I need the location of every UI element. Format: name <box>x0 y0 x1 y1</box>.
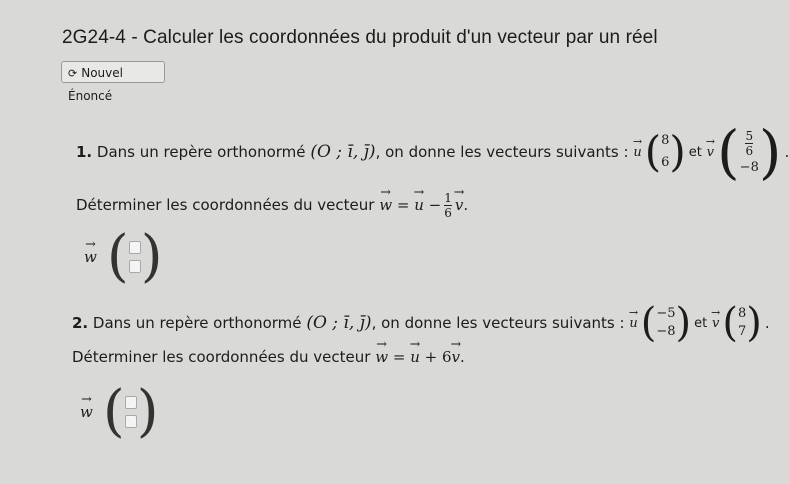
question-2-number: 2. <box>72 314 89 332</box>
q1-u-x: 8 <box>661 133 670 148</box>
new-statement-label: Nouvel Énoncé <box>68 66 123 103</box>
q1-minus: − <box>428 196 442 214</box>
q2-u-x: −5 <box>656 306 676 321</box>
question-1-number: 1. <box>76 143 93 161</box>
page-title: 2G24-4 - Calculer les coordonnées du produit d'un vecteur par un réel <box>62 27 658 48</box>
refresh-icon: ⟳ <box>68 67 78 80</box>
q1-v-ref: → v <box>455 196 463 214</box>
q1-eq: = <box>396 196 410 214</box>
q1-answer-y-input[interactable] <box>129 260 141 273</box>
q2-u-ref: → u <box>410 348 420 366</box>
question-2-intro: Dans un repère orthonormé <box>92 314 302 332</box>
q1-v-x: $\frac{5}{6}$ <box>745 129 754 158</box>
q1-et: et <box>688 144 702 160</box>
q2-eq: = <box>392 348 406 366</box>
q1-answer-x-input[interactable] <box>129 241 141 254</box>
q1-determine: Déterminer les coordonnées du vecteur <box>76 196 375 214</box>
q2-u-y: −8 <box>656 324 676 339</box>
question-1-mid: , on donne les vecteurs suivants : <box>375 143 629 161</box>
q2-coef: 6 <box>442 348 452 366</box>
question-2-mid: , on donne les vecteurs suivants : <box>371 314 625 332</box>
q2-v-symbol: → v <box>712 316 719 331</box>
q2-v-x: 8 <box>737 306 747 321</box>
q2-u-vector: ( −5 −8 ) <box>640 300 692 346</box>
q2-v-y: 7 <box>737 324 747 339</box>
q2-u-symbol: → u <box>629 316 637 331</box>
new-statement-button[interactable] <box>61 61 165 103</box>
q2-et: et <box>694 315 708 331</box>
q1-u-ref: → u <box>414 196 424 214</box>
q1-answer-label: → w <box>84 248 97 266</box>
q1-u-vector: ( 8 6 ) <box>644 127 686 176</box>
q1-u-y: 6 <box>661 155 670 170</box>
q2-v-vector: ( 8 7 ) <box>722 300 762 346</box>
question-1-task: Déterminer les coordonnées du vecteur → w = → u − $\frac{1}{6}$ → v . <box>76 188 468 222</box>
question-2-task: Déterminer les coordonnées du vecteur → w = → u + 6 → v . <box>72 343 465 371</box>
q1-u-symbol: → u <box>633 145 641 160</box>
q2-answer-y-input[interactable] <box>125 415 137 428</box>
q2-plus: + <box>424 348 438 366</box>
q2-determine: Déterminer les coordonnées du vecteur <box>72 348 371 366</box>
q1-v-symbol: → v <box>707 145 714 160</box>
question-1-intro: Dans un repère orthonormé <box>96 143 306 161</box>
q2-answer-label: → w <box>80 403 93 421</box>
q2-answer: → w ( ) <box>80 380 162 444</box>
q1-v-y: −8 <box>739 160 759 175</box>
q1-v-vector: ( $\frac{5}{6}$ −8 ) <box>717 118 782 186</box>
question-2-frame: (O ; ī, j̄) <box>306 313 372 333</box>
q1-answer: → w ( ) <box>84 226 166 288</box>
question-2-statement: 2. Dans un repère orthonormé (O ; ī, j̄) , on donne les vecteurs suivants : → u ( −5 −8 ) et → v ( 8 7 ) . <box>72 302 770 344</box>
q1-coef: $\frac{1}{6}$ <box>444 190 452 220</box>
q2-w-symbol: → w <box>375 348 388 366</box>
q2-v-ref: → v <box>452 348 460 366</box>
q2-answer-x-input[interactable] <box>125 396 137 409</box>
question-1-frame: (O ; ī, j̄) <box>310 142 376 162</box>
question-1-statement: 1. Dans un repère orthonormé (O ; ī, j̄) , on donne les vecteurs suivants : → u ( 8 6 ) et → v ( $\frac{5}{6}$ −8 ) . <box>76 122 789 182</box>
q1-w-symbol: → w <box>379 196 392 214</box>
